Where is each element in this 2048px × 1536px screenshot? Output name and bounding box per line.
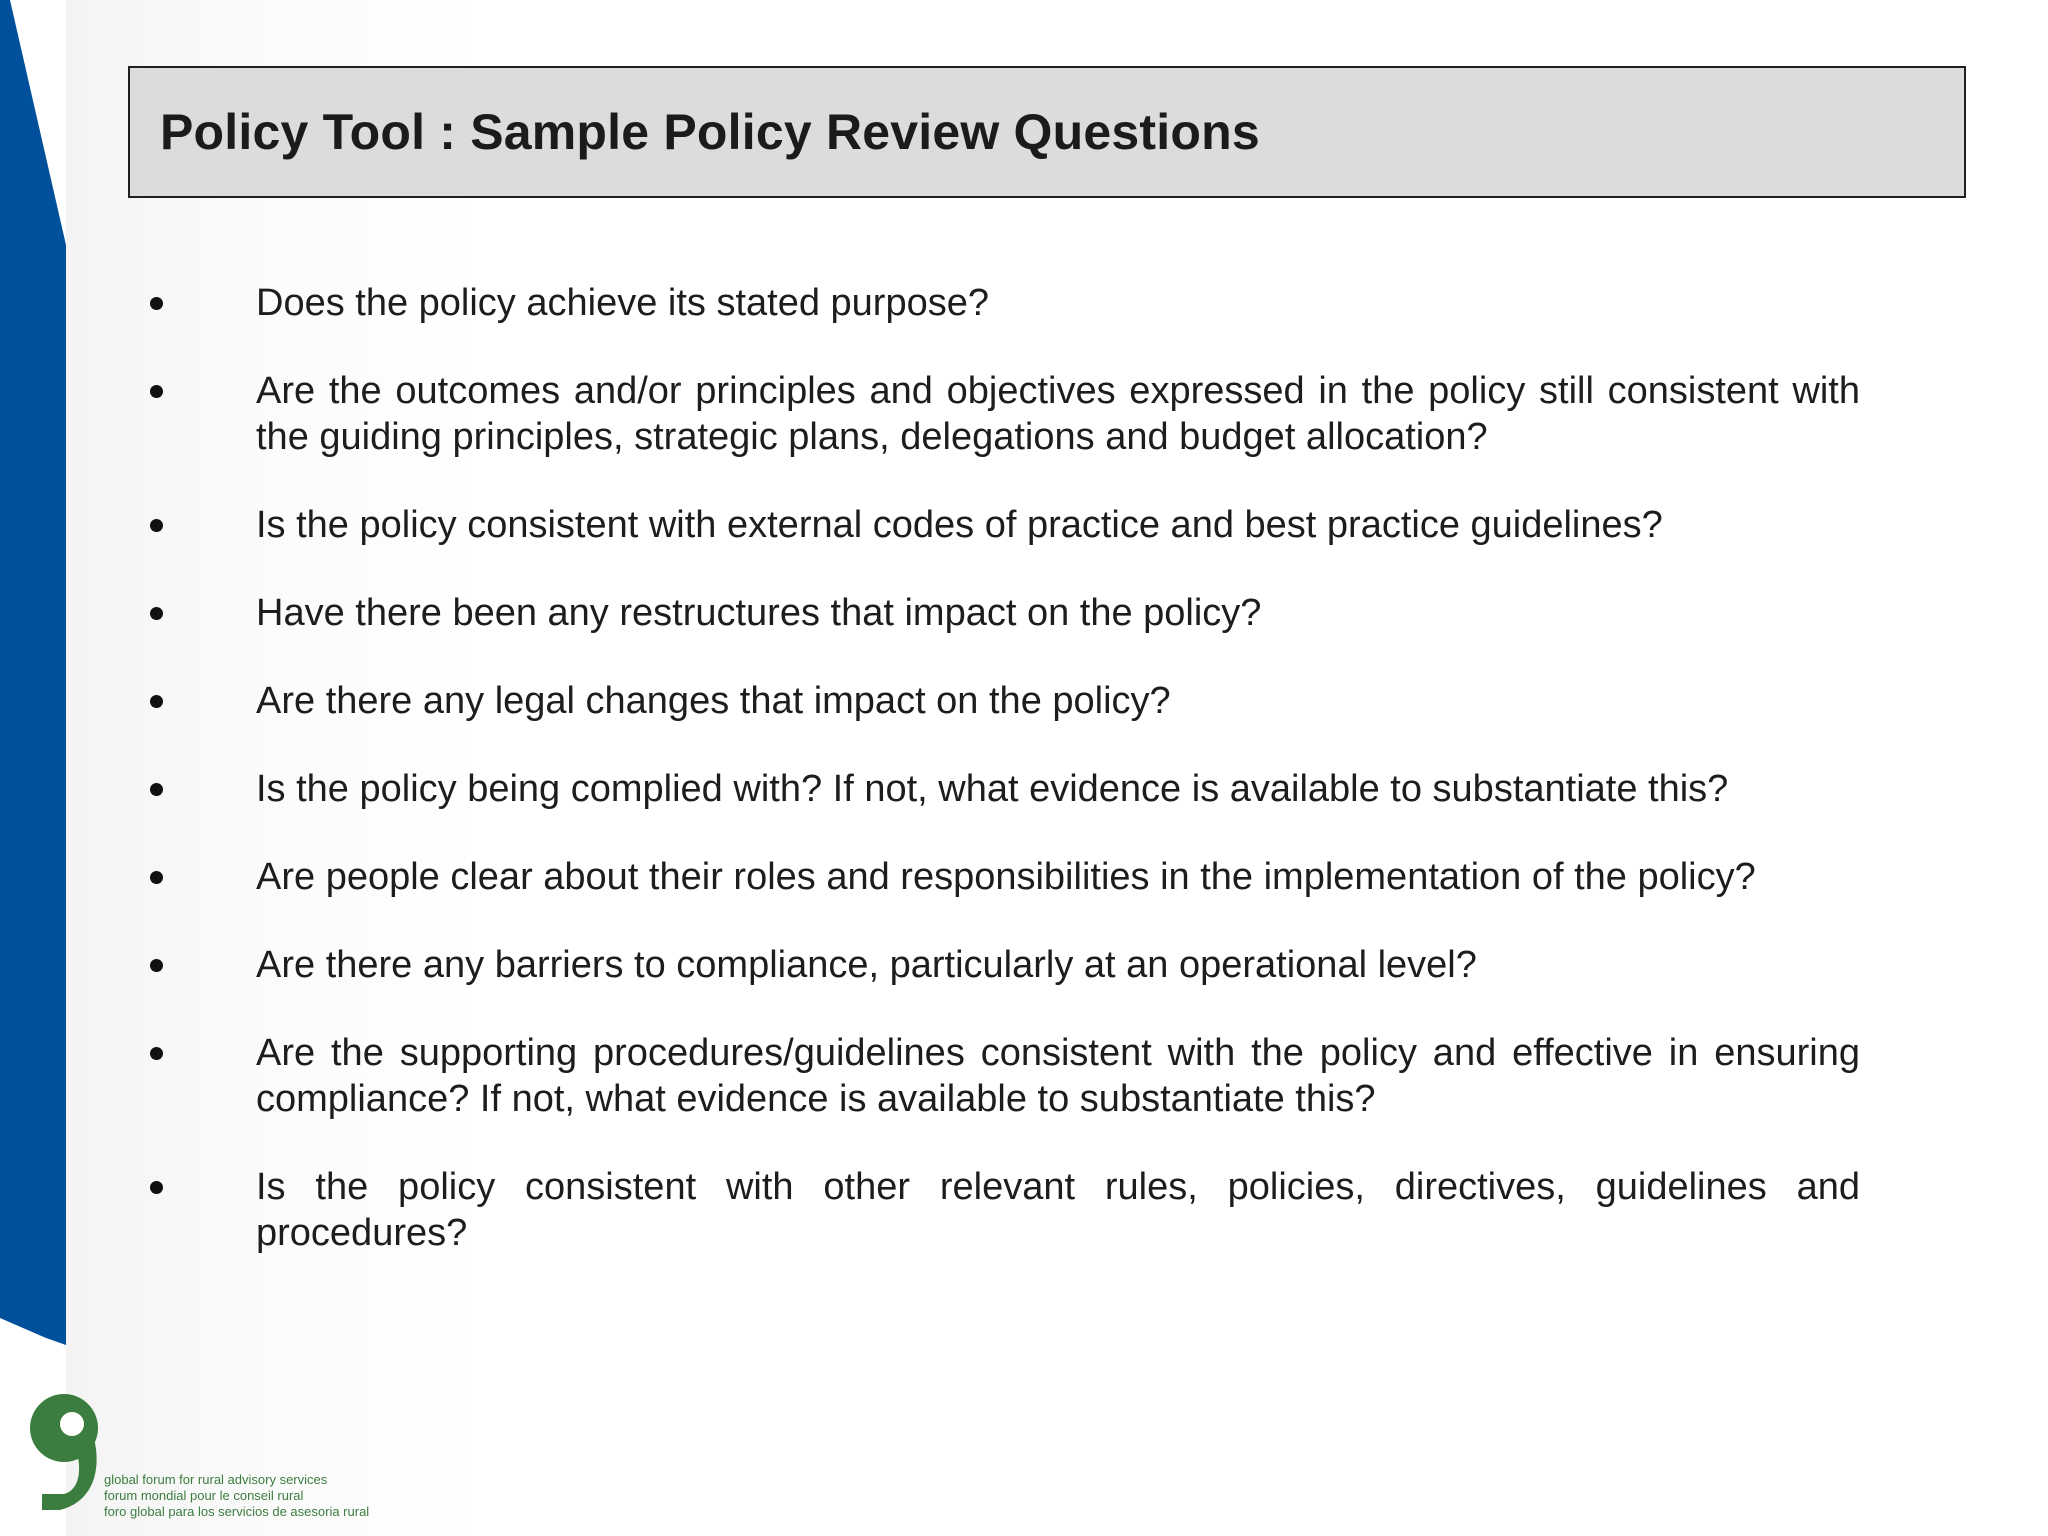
bullet-icon — [150, 1047, 163, 1060]
logo-line-fr: forum mondial pour le conseil rural — [104, 1488, 304, 1503]
question-text: Is the policy consistent with other relevant rules, policies, directives, guidelines and procedures? — [256, 1166, 1860, 1254]
question-text: Are the supporting procedures/guidelines consistent with the policy and effective in ensuring compliance? If not, what evidence is available to substantiate this? — [256, 1032, 1860, 1120]
question-item — [140, 502, 1860, 548]
question-text: Are the outcomes and/or principles and objectives expressed in the policy still consistent with the guiding principles, strategic plans, delegations and budget allocation? — [256, 370, 1860, 458]
review-questions-list — [140, 280, 1860, 1298]
page-title: Policy Tool : Sample Policy Review Questions — [160, 104, 1260, 160]
question-text: Are people clear about their roles and responsibilities in the implementation of the policy? — [256, 856, 1756, 898]
title-box — [128, 66, 1966, 198]
question-text: Are there any legal changes that impact on the policy? — [256, 680, 1171, 722]
question-text: Does the policy achieve its stated purpose? — [256, 282, 989, 324]
gfras-logo — [20, 1382, 380, 1522]
logo-line-es: foro global para los servicios de asesoria rural — [104, 1504, 370, 1519]
question-item — [140, 854, 1860, 900]
bullet-icon — [150, 607, 163, 620]
bullet-icon — [150, 385, 163, 398]
bullet-icon — [150, 1181, 163, 1194]
question-item — [140, 368, 1860, 460]
question-item — [140, 280, 1860, 326]
bullet-icon — [150, 297, 163, 310]
question-item — [140, 1030, 1860, 1122]
question-text: Are there any barriers to compliance, particularly at an operational level? — [256, 944, 1477, 986]
question-item — [140, 590, 1860, 636]
bullet-icon — [150, 783, 163, 796]
question-text: Is the policy being complied with? If not, what evidence is available to substantiate this? — [256, 768, 1729, 810]
gfras-logo-icon — [20, 1390, 112, 1514]
question-text: Have there been any restructures that impact on the policy? — [256, 592, 1262, 634]
bullet-icon — [150, 959, 163, 972]
question-text: Is the policy consistent with external codes of practice and best practice guidelines? — [256, 504, 1663, 546]
bullet-icon — [150, 695, 163, 708]
question-item — [140, 766, 1860, 812]
question-item — [140, 678, 1860, 724]
logo-text — [104, 1472, 369, 1520]
bullet-icon — [150, 871, 163, 884]
question-item — [140, 1164, 1860, 1256]
logo-line-en: global forum for rural advisory services — [104, 1472, 328, 1487]
bullet-icon — [150, 519, 163, 532]
question-item — [140, 942, 1860, 988]
